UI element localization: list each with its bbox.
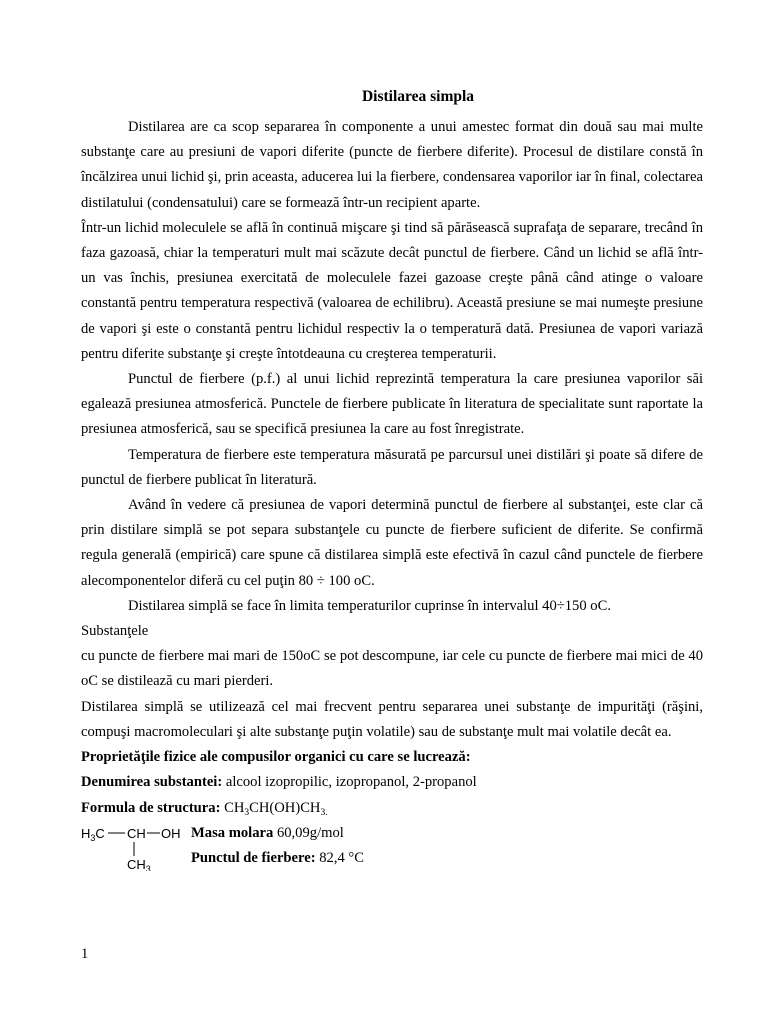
group-h3c: $H_3C$ [81,826,105,844]
structure-row [81,821,703,873]
boiling-point-label: Punctul de fierbere: [191,850,316,867]
paragraph-list [81,115,703,745]
molar-mass-label: Masa molara [191,825,274,842]
paragraph: Distilarea simplă se utilizează cel mai frecvent pentru separarea unei substanţe de impurităţi (răşini, compuşi macromoleculari şi alte substanţe puţin volatile) sau de substanţe mult mai volatile decât ea. [81,698,703,740]
paragraph: Distilarea simplă se face în limita temperaturilor cuprinse în intervalul 40÷150 oC. [128,597,611,614]
structural-formula-diagram [81,821,189,871]
paragraph: Într-un lichid moleculele se află în continuă mişcare şi tind să părăsească suprafaţa de separare, trecând în faza gazoasă, chiar la temperaturi mult mai scăzute decât punctul de fierbere. Când un lichid se află într-un vas închis, presiunea exercitată de moleculele fazei gazoase creşte până când atinge o valoare constantă pentru temperatura respectivă (valoarea de echilibru). Această presiune se mai numeşte presiune de vapori şi este o constantă pentru lichidul respectiv la o temperatură dată. Presiunea de vapori variază pentru diferite substanţe şi creşte întotdeauna cu creşterea temperaturii. [81,219,703,362]
paragraph: Punctul de fierbere (p.f.) al unui lichid reprezintă temperatura la care presiunea vaporilor săi egalează presiunea atmosferică. Punctele de fierbere publicate în literatura de specialitate sunt raportate la presiunea atmosferică, sau se specifică presiunea la care au fost înregistrate. [81,371,703,438]
formula-value: $CH_3CH(OH)CH_{3.}$ [224,799,328,818]
paragraph: Temperatura de fierbere este temperatura măsurată pe parcursul unei distilări şi poate să difere de punctul de fierbere publicat în literatură. [81,446,703,488]
boiling-point-value: 82,4 °C [319,850,364,867]
formula-line [81,796,703,821]
group-oh: OH [161,826,181,842]
document-title: Distilarea simpla [361,88,475,105]
substance-value: alcool izopropilic, izopropanol, 2-propanol [225,774,477,791]
document-body [81,115,703,873]
page-number: 1 [81,946,89,962]
group-ch: CH [127,826,146,842]
group-ch3: $CH_3$ [127,857,151,872]
properties-heading: Proprietăţile fizice ale compusilor organici cu care se lucrează: [81,749,471,766]
properties-section [81,745,703,873]
paragraph: Având în vedere că presiunea de vapori determină punctul de fierbere al substanţei, este clar că prin distilare simplă se pot separa substanţele cu puncte de fierbere suficient de diferite. Se confirmă regula generală (empirică) care spune că distilarea simplă este efectivă în cazul când punctele de fierbere alecomponentelor diferă cu cel puţin 80 ÷ 100 oC. [81,497,703,589]
molar-mass-value: 60,09g/mol [276,825,344,842]
paragraph: cu puncte de fierbere mai mari de 150oC se pot descompune, iar cele cu puncte de fierbere mai mici de 40 oC se distilează cu mari pierderi. [81,648,703,690]
paragraph: Substanţele [81,623,149,640]
substance-label: Denumirea substantei: [81,774,223,791]
formula-label: Formula de structura: [81,799,221,816]
boiling-point-line [191,846,364,871]
structure-properties [191,821,364,871]
molar-mass-line [191,821,364,846]
paragraph: Distilarea are ca scop separarea în componente a unui amestec format din două sau mai multe substanţe care au presiuni de vapori diferite (puncte de fierbere diferite). Procesul de distilare constă în încălzirea unui lichid şi, prin aceasta, aducerea lui la fierbere, condensarea vaporilor iar în final, colectarea distilatului (condensatului) care se formează într-un recipient aparte. [81,119,703,211]
substance-name-line [81,770,703,795]
